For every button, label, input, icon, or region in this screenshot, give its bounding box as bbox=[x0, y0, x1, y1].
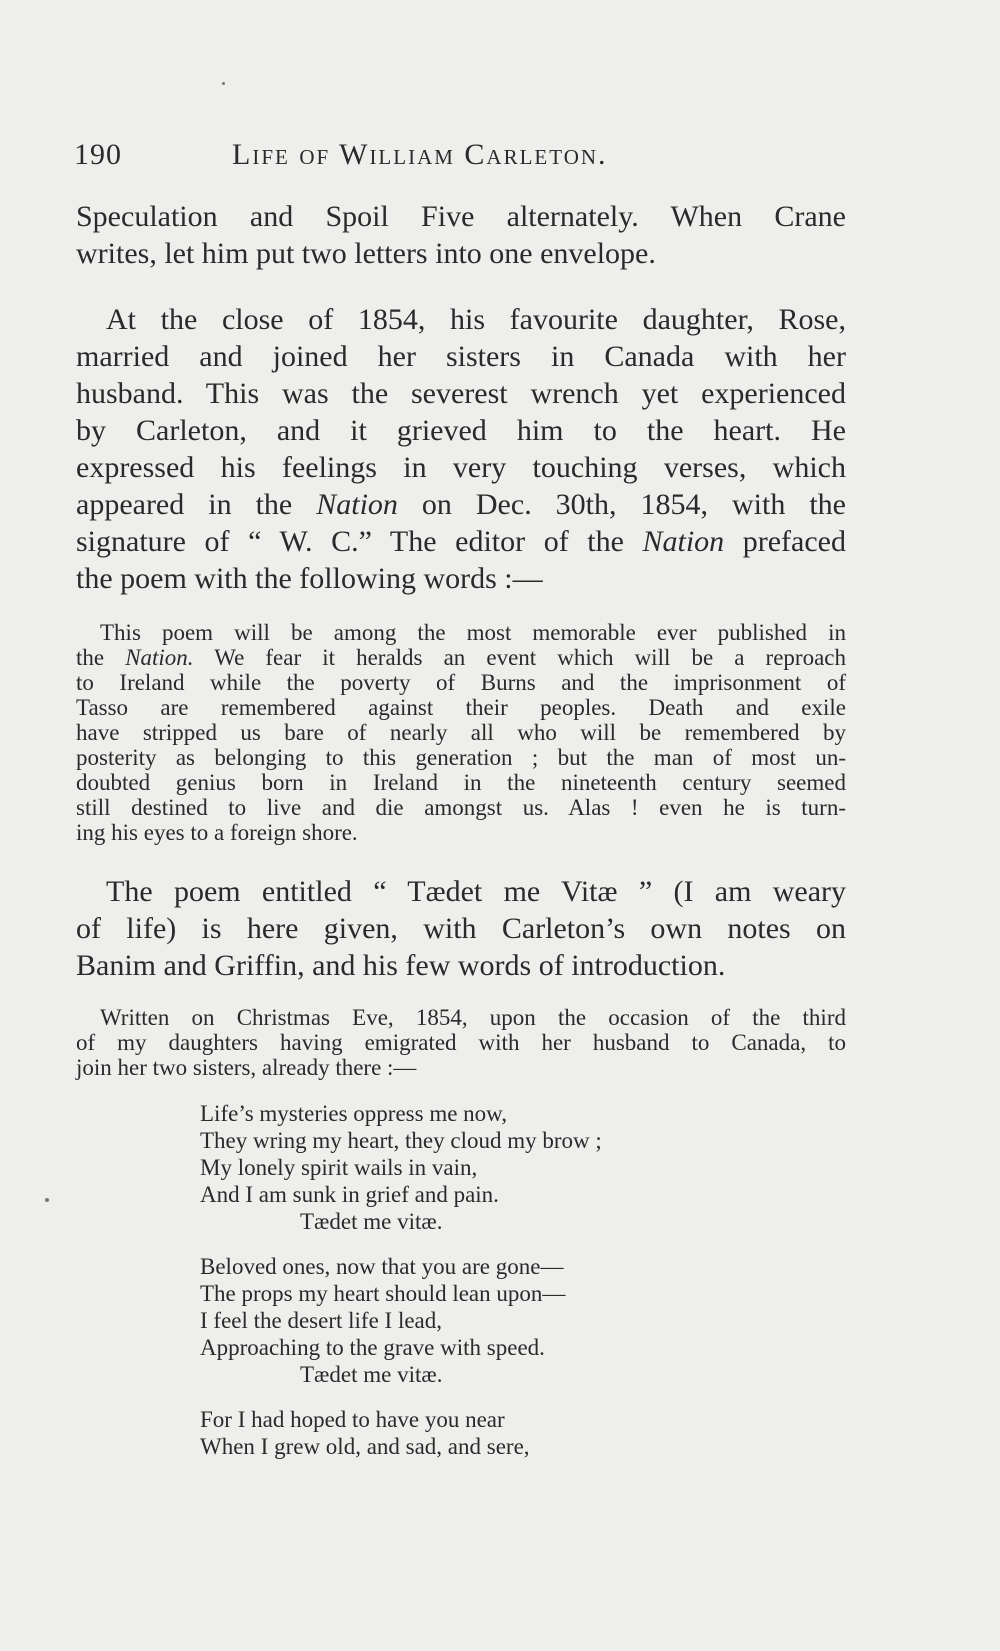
poem-line: I feel the desert life I lead, bbox=[200, 1308, 443, 1333]
page-number: 190 bbox=[74, 138, 122, 171]
text-line: Banim and Griffin, and his few words of introduction. bbox=[76, 949, 726, 982]
italic-title-nation: Nation bbox=[642, 525, 725, 558]
poem-line: When I grew old, and sad, and sere, bbox=[200, 1434, 530, 1459]
quote-line: Tasso are remembered against their peoples. Death and exile bbox=[76, 695, 846, 720]
poem-line: Approaching to the grave with speed. bbox=[200, 1335, 545, 1360]
quote-line: doubted genius born in Ireland in the nineteenth century seemed bbox=[76, 770, 846, 795]
text-line: expressed his feelings in very touching verses, which bbox=[76, 451, 846, 484]
poem-stanza bbox=[200, 1100, 720, 1235]
text-segment: the bbox=[76, 645, 126, 670]
poem-line: They wring my heart, they cloud my brow ; bbox=[200, 1128, 602, 1153]
text-line: of life) is here given, with Carleton’s own notes on bbox=[76, 912, 846, 945]
text-line: husband. This was the severest wrench yet experienced bbox=[76, 377, 846, 410]
print-speck bbox=[45, 1198, 49, 1202]
text-line: writes, let him put two letters into one envelope. bbox=[76, 237, 656, 270]
running-title: Life of William Carleton. bbox=[232, 138, 608, 171]
poem-refrain: Tædet me vitæ. bbox=[300, 1209, 443, 1234]
text-line: The poem entitled “ Tædet me Vitæ ” (I am weary bbox=[106, 875, 846, 908]
quote-line: have stripped us bare of nearly all who will be remembered by bbox=[76, 720, 846, 745]
quote-line: still destined to live and die amongst us. Alas ! even he is turn- bbox=[76, 795, 846, 820]
poem-line: The props my heart should lean upon— bbox=[200, 1281, 566, 1306]
text-line: At the close of 1854, his favourite daughter, Rose, bbox=[106, 303, 846, 336]
editor-quote bbox=[76, 620, 846, 845]
poem-taedet-me-vitae bbox=[200, 1100, 720, 1478]
poem-stanza bbox=[200, 1406, 720, 1460]
text-segment: appeared in the bbox=[76, 488, 317, 521]
quote-line bbox=[76, 645, 846, 670]
text-segment: We fear it heralds an event which will be a reproach bbox=[193, 645, 846, 670]
text-line: married and joined her sisters in Canada with her bbox=[76, 340, 846, 373]
paragraph-poem-entitled bbox=[76, 873, 846, 984]
page-header bbox=[74, 138, 674, 178]
intro-line: join her two sisters, already there :— bbox=[76, 1055, 417, 1080]
paragraph-speculation bbox=[76, 198, 846, 272]
text-segment: signature of “ W. C.” The editor of the bbox=[76, 525, 643, 558]
poem-refrain: Tædet me vitæ. bbox=[300, 1362, 443, 1387]
text-line: by Carleton, and it grieved him to the heart. He bbox=[76, 414, 846, 447]
poem-line: Life’s mysteries oppress me now, bbox=[200, 1101, 508, 1126]
poem-introduction bbox=[76, 1005, 846, 1080]
quote-line: to Ireland while the poverty of Burns and the imprisonment of bbox=[76, 670, 846, 695]
quote-line: This poem will be among the most memorable ever published in bbox=[100, 620, 846, 645]
quote-line: posterity as belonging to this generation ; but the man of most un- bbox=[76, 745, 846, 770]
text-segment: prefaced bbox=[724, 525, 846, 558]
intro-line: of my daughters having emigrated with her husband to Canada, to bbox=[76, 1030, 846, 1055]
poem-line: And I am sunk in grief and pain. bbox=[200, 1182, 499, 1207]
poem-line: For I had hoped to have you near bbox=[200, 1407, 505, 1432]
italic-title-nation: Nation bbox=[316, 488, 398, 521]
poem-line: Beloved ones, now that you are gone— bbox=[200, 1254, 564, 1279]
paragraph-close-of-1854 bbox=[76, 301, 846, 597]
italic-title-nation: Nation. bbox=[125, 645, 194, 670]
intro-line: Written on Christmas Eve, 1854, upon the occasion of the third bbox=[100, 1005, 846, 1030]
text-line: Speculation and Spoil Five alternately. When Crane bbox=[76, 200, 846, 233]
quote-line: ing his eyes to a foreign shore. bbox=[76, 820, 358, 845]
text-segment: on Dec. 30th, 1854, with the bbox=[397, 488, 846, 521]
text-line: the poem with the following words :— bbox=[76, 562, 543, 595]
text-line bbox=[76, 486, 846, 523]
poem-stanza bbox=[200, 1253, 720, 1388]
text-line bbox=[76, 523, 846, 560]
poem-line: My lonely spirit wails in vain, bbox=[200, 1155, 478, 1180]
print-speck bbox=[222, 82, 225, 85]
